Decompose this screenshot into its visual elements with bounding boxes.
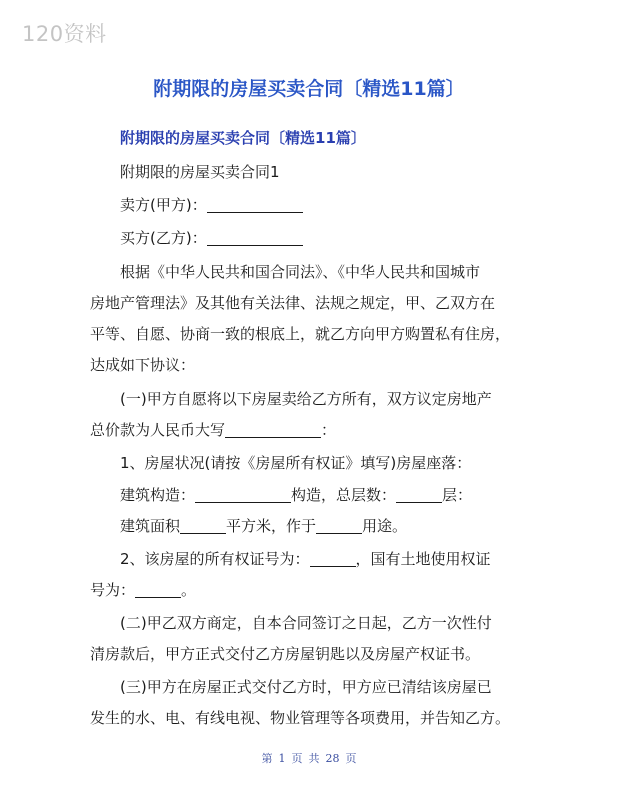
certificate-label: 2、该房屋的所有权证号为： (120, 550, 310, 568)
seller-label: 卖方(甲方)： (120, 196, 207, 214)
floors-blank (396, 486, 442, 503)
total-price-line (90, 420, 336, 440)
paragraph-line: 根据《中华人民共和国合同法》、《中华人民共和国城市 (120, 263, 481, 281)
watermark-logo: 120资料 (22, 22, 107, 46)
area-label: 建筑面积 (120, 517, 181, 535)
section-subtitle: 附期限的房屋买卖合同〔精选11篇〕 (120, 129, 366, 147)
footer-total-pages: 28 (325, 752, 340, 765)
paragraph-line: 达成如下协议： (90, 356, 196, 374)
usage-unit: 用途。 (362, 517, 408, 535)
floors-label: 构造，总层数： (291, 486, 397, 504)
contract-heading: 附期限的房屋买卖合同1 (120, 163, 280, 181)
certificate-blank (310, 550, 356, 567)
buyer-blank (207, 229, 303, 246)
usage-label: 平方米，作于 (226, 517, 317, 535)
footer-page-unit: 页 (291, 752, 303, 765)
structure-line (120, 485, 472, 505)
land-certificate-label: ，国有土地使用权证 (355, 550, 491, 568)
land-number-line (90, 580, 196, 600)
clause-two-line: 清房款后，甲方正式交付乙方房屋钥匙以及房屋产权证书。 (90, 645, 481, 663)
area-line (120, 516, 407, 536)
clause-two-line: (二)甲乙双方商定，自本合同签订之日起，乙方一次性付 (120, 614, 492, 632)
item-two-line (120, 549, 491, 569)
land-number-blank (135, 581, 181, 598)
usage-blank (316, 517, 362, 534)
buyer-line (120, 228, 303, 248)
paragraph-line: 平等、自愿、协商一致的根底上，就乙方向甲方购置私有住房， (90, 325, 511, 343)
buyer-label: 买方(乙方)： (120, 229, 207, 247)
colon-text: ： (321, 421, 337, 439)
period-text: 。 (181, 581, 197, 599)
item-one-line: 1、房屋状况(请按《房屋所有权证》填写)房屋座落： (120, 454, 472, 472)
footer-page-number: 1 (278, 752, 286, 765)
structure-blank (195, 486, 291, 503)
floor-unit: 层： (442, 486, 473, 504)
clause-three-line: (三)甲方在房屋正式交付乙方时，甲方应已清结该房屋已 (120, 678, 492, 696)
structure-label: 建筑构造： (120, 486, 196, 504)
footer-total-unit: 页 (345, 752, 357, 765)
total-price-blank (225, 421, 321, 438)
land-number-label: 号为： (90, 581, 136, 599)
paragraph-line: 房地产管理法》及其他有关法律、法规之规定，甲、乙双方在 (90, 294, 496, 312)
clause-three-line: 发生的水、电、有线电视、物业管理等各项费用，并告知乙方。 (90, 709, 511, 727)
seller-line (120, 195, 303, 215)
footer-total-word: 共 (308, 752, 320, 765)
footer-page-word: 第 (261, 752, 273, 765)
area-blank (180, 517, 226, 534)
document-title: 附期限的房屋买卖合同〔精选11篇〕 (153, 78, 465, 100)
total-price-label: 总价款为人民币大写 (90, 421, 226, 439)
seller-blank (207, 196, 303, 213)
page-footer (0, 750, 618, 766)
clause-one-line: (一)甲方自愿将以下房屋卖给乙方所有，双方议定房地产 (120, 390, 492, 408)
